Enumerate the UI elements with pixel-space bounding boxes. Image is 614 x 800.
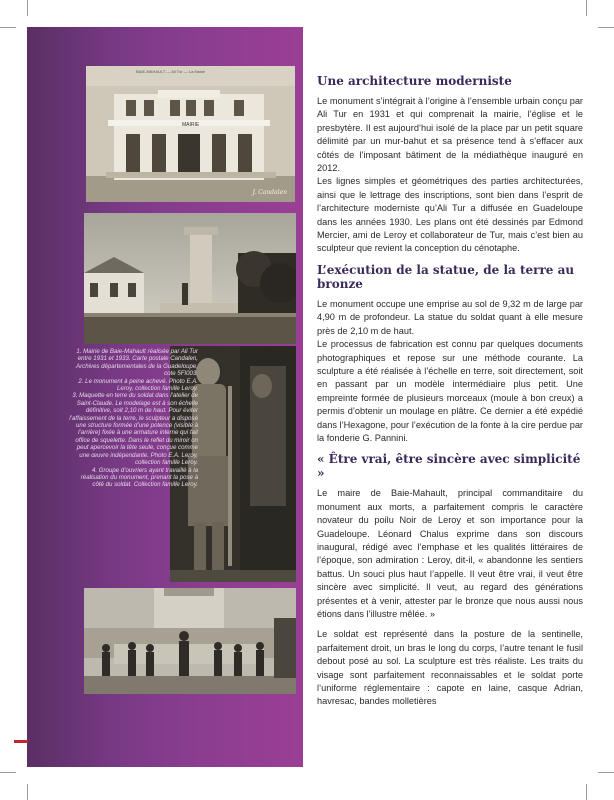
monument-photo (84, 213, 296, 344)
red-marker (14, 740, 28, 743)
crop-mark (27, 0, 28, 16)
mairie-postcard-photo (86, 66, 295, 202)
caption-item: 2. Le monument à peine achevé. Photo E.A. Leroy, collection famille Leroy. (78, 377, 198, 393)
paragraph: Le processus de fabrication est connu par quelques documents photographiques et repose sur une méthode courante. La sculpture a été réalisée à l’échelle en terre, soit directement, soit en passant par un modèle intermédiaire plus petit. Une empreinte formée de plusieurs morceaux (moule à bon creux) a permis d’obtenir un moulage en plâtre. Ce dernier a été expédié dans l’Hexagone, pour l’exécution de la fonte à la cire perdue par la fonderie G. Pannini. (317, 339, 583, 443)
postcard-inscription: MAIRIE (182, 122, 200, 128)
section-heading: « Être vrai, être sincère avec simplicité » (317, 452, 581, 481)
postcard-signature: J. Candalen (252, 189, 287, 196)
article-text-column (317, 74, 583, 709)
section-heading: L’exécution de la statue, de la terre au bronze (317, 262, 575, 291)
photo-captions (68, 348, 198, 489)
crop-mark (27, 784, 28, 800)
crop-mark (598, 772, 614, 773)
caption-item: 3. Maquette en terre du soldat dans l’atelier de Saint-Claude. Le modelage est à son échelle définitive, soit 2,10 m de haut. Pour éviter l’affaissement de la terre, le sculpteur a disposé une structure formée d’une potence (visible à l’arrière) fixée à une armature interne qui fait office de squelette. Dans le reflet du miroir on peut apercevoir la tête seule, conçue comme une œuvre indépendante. Photo E.A. Leroy, collection famille Leroy. (69, 392, 198, 467)
workers-photo (84, 588, 296, 694)
paragraph: Le soldat est représenté dans la posture de la sentinelle, parfaitement droit, un bras le long du corps, l’autre tenant le fusil debout posé au sol. La sculpture est très réaliste. Les traits du visage sont parfaitement reconnaissables et le soldat porte l’uniforme réglementaire : capote en laine, casque Adrian, havresac, bandes molletières (317, 629, 583, 707)
paragraph: Les lignes simples et géométriques des parties architecturées, ainsi que le lettrage des inscriptions, sont bien dans l’esprit de l’architecture moderniste qu’Ali Tur a diffusée en Guadeloupe dans les années 1930. Les plans ont été dessinés par Edmond Mercier, ami de Leroy et collaborateur de Tur, mais c’est bien au sculpteur que revient la conception du cénotaphe. (317, 176, 583, 254)
crop-mark (0, 772, 16, 773)
crop-mark (598, 27, 614, 28)
paragraph: Le maire de Baie-Mahault, principal commanditaire du monument aux morts, a parfaitement compris le caractère novateur du poilu Noir de Leroy et son importance pour la Guadeloupe. Léonard Chalus exprime dans son discours inaugural, rédigé avec l’emphase et les qualités littéraires de l’époque, son admiration : Leroy, dit-il, « abandonne les sentiers battus. Un souci plus haut l’appelle. Il veut être vrai, il veut être sincère avec simplicité. Il veut, au regard des générations présentes et à venir, attester par le bronze que nous aussi nous étions dans l’illustre mêlée. » (317, 488, 583, 619)
caption-item: 4. Groupe d’ouvriers ayant travaillé à la réalisation du monument, prenant la pose à côté du soldat. Collection famille Leroy. (80, 466, 198, 489)
paragraph: Le monument occupe une emprise au sol de 9,32 m de large par 4,90 m de profondeur. La statue du soldat quant à elle mesure près de 2,10 m de haut. (317, 298, 583, 336)
section-heading: Une architecture moderniste (317, 74, 512, 88)
postcard-caption: BAIE-MAHAULT — Ali Tur — La Mairie (136, 69, 206, 74)
crop-mark (586, 0, 587, 16)
crop-mark (586, 784, 587, 800)
crop-mark (0, 27, 16, 28)
caption-item: 1. Mairie de Baie-Mahault réalisée par Ali Tur entre 1931 et 1933. Carte postale Candalen, Archives départementales de la Guadeloupe, cote 5FI003. (76, 348, 198, 378)
paragraph: Le monument s’intégrait à l’origine à l’ensemble urbain conçu par Ali Tur en 1931 et qui comprenait la mairie, l’église et le presbytère. Il est aujourd’hui isolé de la place par un petit square délimité par un mur-bahut et sa présence tend à s’effacer aux côtés de l’imposant bâtiment de la médiathèque inauguré en 2012. (317, 96, 583, 174)
